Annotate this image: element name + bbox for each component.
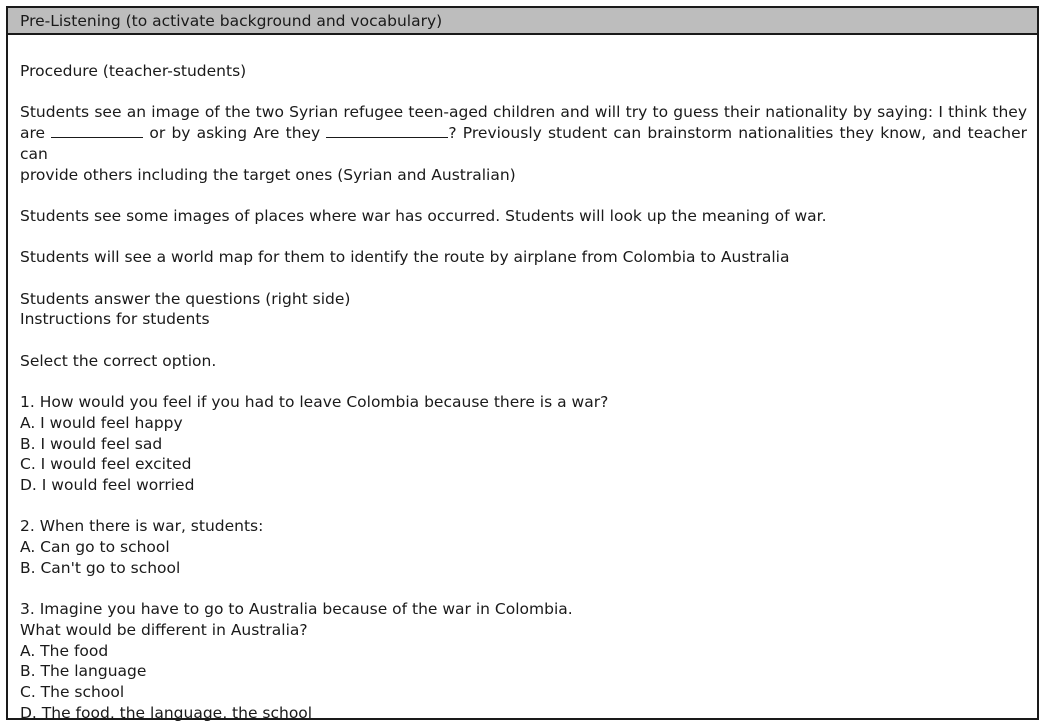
paragraph-1-ask: or by asking Are they	[149, 124, 321, 143]
paragraph-1-line-3: provide others including the target ones (Syrian and Australian)	[20, 165, 516, 184]
question-3-prompt-line-2: What would be different in Australia?	[20, 620, 308, 639]
section-header	[8, 8, 1037, 35]
fill-in-blank-2	[326, 123, 448, 138]
question-2-prompt: 2. When there is war, students:	[20, 517, 264, 536]
question-3-option-c: C. The school	[20, 682, 125, 701]
fill-in-blank-1	[51, 123, 143, 138]
procedure-paragraph-4	[20, 289, 1027, 330]
procedure-paragraph-1	[20, 102, 1027, 185]
paragraph-1-rest: ? Previously student can brainstorm nationalities they know, and teacher can	[20, 124, 1027, 163]
lesson-table	[6, 6, 1039, 720]
paragraph-1-line-1: Students see an image of the two Syrian refugee teen-aged children and will try to guess their nationality by saying: I think they	[20, 103, 1027, 122]
question-3-prompt-line-1: 3. Imagine you have to go to Australia because of the war in Colombia.	[20, 600, 573, 619]
section-title: Pre-Listening (to activate background and vocabulary)	[20, 12, 443, 30]
question-3-option-d: D. The food, the language, the school	[20, 703, 313, 722]
paragraph-1-line-2	[20, 123, 1027, 164]
question-3	[20, 599, 1027, 723]
question-1-option-c: C. I would feel excited	[20, 455, 192, 474]
procedure-paragraph-3: Students will see a world map for them to identify the route by airplane from Colombia to Australia	[20, 248, 790, 267]
question-1-option-d: D. I would feel worried	[20, 475, 195, 494]
instructions-label: Instructions for students	[20, 310, 210, 329]
question-1	[20, 392, 1027, 496]
question-3-option-a: A. The food	[20, 641, 109, 660]
question-2	[20, 516, 1027, 578]
question-1-option-b: B. I would feel sad	[20, 434, 163, 453]
procedure-heading: Procedure (teacher-students)	[20, 62, 247, 80]
question-3-option-b: B. The language	[20, 662, 147, 681]
question-1-prompt: 1. How would you feel if you had to leave Colombia because there is a war?	[20, 393, 609, 412]
question-1-option-a: A. I would feel happy	[20, 413, 183, 432]
section-body	[8, 35, 1037, 723]
question-2-option-a: A. Can go to school	[20, 538, 170, 557]
paragraph-1-are: are	[20, 124, 46, 143]
question-2-option-b: B. Can't go to school	[20, 558, 181, 577]
procedure-paragraph-2: Students see some images of places where war has occurred. Students will look up the meaning of war.	[20, 206, 827, 225]
answer-questions-text: Students answer the questions (right side)	[20, 289, 351, 308]
select-instruction: Select the correct option.	[20, 351, 217, 370]
